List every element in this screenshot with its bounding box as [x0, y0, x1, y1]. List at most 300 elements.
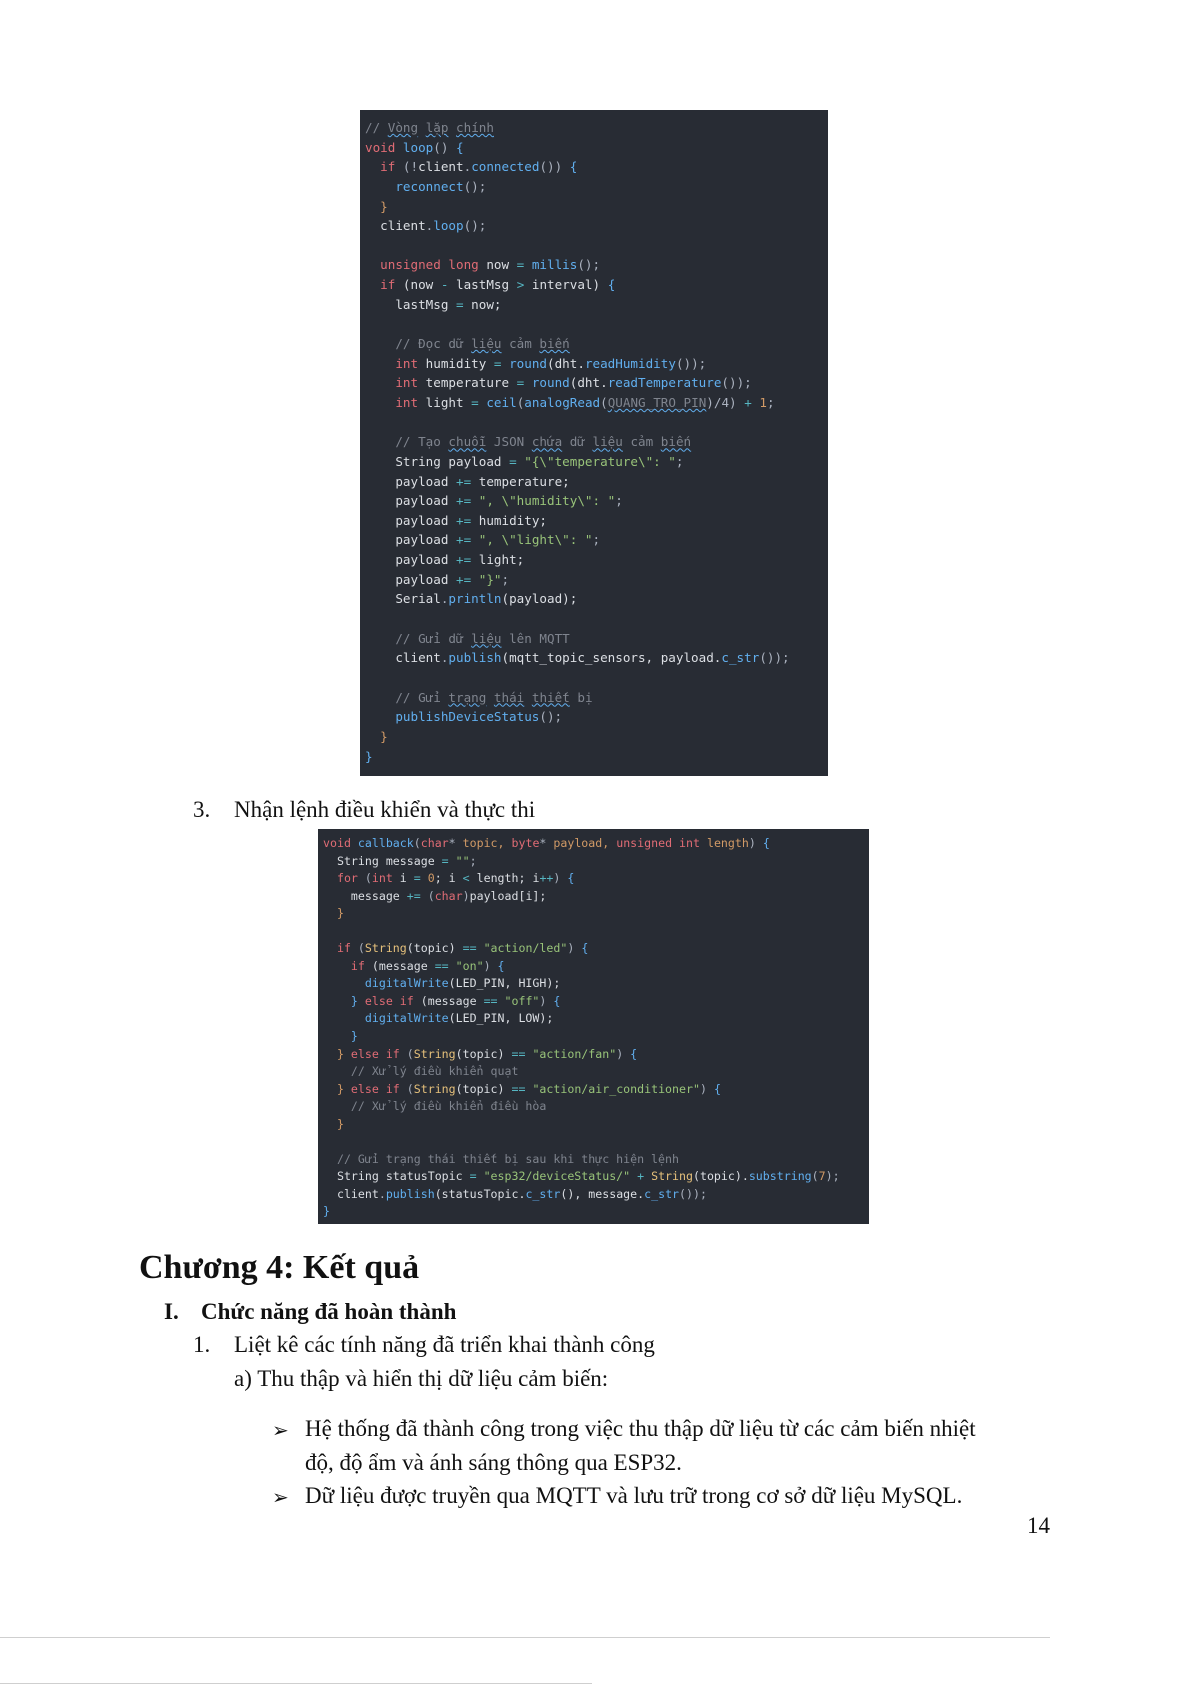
code-screenshot-callback: [318, 829, 869, 1224]
code-token: // Xử lý điều khiển điều hòa: [323, 1099, 547, 1114]
code-token: payload: [365, 493, 456, 509]
code-token: +=: [406, 888, 428, 903]
code-token: int: [371, 871, 400, 886]
code-token: +=: [456, 552, 479, 568]
code-line: [365, 747, 824, 767]
code-token: dữ: [562, 434, 593, 450]
code-token: payload: [448, 453, 510, 469]
code-token: +: [744, 394, 760, 410]
code-token: =: [441, 853, 456, 868]
code-token: payload[i];: [469, 888, 547, 903]
code-line: [323, 1133, 865, 1151]
code-token: (: [516, 394, 525, 410]
code-token: now;: [471, 296, 502, 312]
code-token: unsigned int: [616, 836, 707, 850]
code-token: }: [365, 748, 373, 764]
code-line: [365, 216, 824, 236]
code-line: [365, 609, 824, 629]
code-token: +=: [456, 493, 479, 509]
code-line: [323, 1151, 865, 1169]
code-token: =: [469, 1169, 484, 1184]
code-token: chính: [456, 120, 494, 135]
code-token: // Tạo: [365, 434, 449, 450]
code-token: "esp32/deviceStatus/": [483, 1169, 638, 1184]
code-token: int: [365, 355, 426, 371]
code-token: (LED_PIN, HIGH);: [448, 976, 561, 991]
code-token: client: [365, 218, 426, 234]
code-line: [365, 629, 824, 649]
section-number: I.: [164, 1299, 179, 1324]
code-token: "action/fan": [532, 1046, 617, 1061]
code-token: +=: [456, 571, 479, 587]
code-token: length; i: [476, 871, 540, 886]
code-line: [365, 472, 824, 492]
arrow-bullet-icon: ➢: [272, 1487, 289, 1509]
code-token: .: [425, 218, 434, 234]
code-token: (topic): [455, 1081, 512, 1096]
code-line: [365, 432, 824, 452]
code-token: ;: [592, 532, 601, 548]
code-token: "action/air_conditioner": [532, 1081, 700, 1096]
code-token: reconnect: [395, 178, 464, 194]
code-token: ==: [511, 1081, 533, 1096]
code-line: [365, 511, 824, 531]
code-token: c_str: [721, 650, 760, 666]
code-token: String: [413, 1081, 456, 1096]
code-token: digitalWrite: [323, 976, 449, 991]
code-token: i: [399, 871, 414, 886]
code-token: publishDeviceStatus: [365, 709, 540, 725]
code-token: [365, 179, 395, 194]
code-token: message: [323, 888, 407, 903]
code-token: String: [364, 941, 407, 956]
code-line: [365, 668, 824, 688]
code-token: (message: [371, 958, 435, 973]
footer-divider-lower: [0, 1683, 592, 1684]
code-token: "on": [455, 958, 484, 973]
code-token: ());: [679, 1186, 707, 1201]
code-line: [323, 958, 865, 976]
arrow-bullet-icon: ➢: [272, 1420, 289, 1442]
code-token: ();: [463, 218, 487, 234]
code-token: Vòng: [387, 120, 419, 135]
code-token: void: [323, 836, 358, 850]
code-token: int: [365, 394, 426, 410]
code-line: [365, 354, 824, 374]
code-token: [486, 690, 494, 705]
code-token: {: [497, 958, 505, 973]
code-line: [365, 491, 824, 511]
code-token: ): [553, 871, 568, 886]
code-token: (message: [420, 993, 484, 1008]
code-token: temperature: [425, 375, 517, 391]
code-line: [365, 157, 824, 177]
code-token: }: [323, 1029, 358, 1044]
code-token: +=: [456, 532, 479, 548]
code-token: (: [811, 1169, 819, 1184]
code-line: [323, 835, 865, 853]
list-number-1: 1.: [193, 1332, 211, 1357]
code-token: ;: [766, 394, 775, 410]
code-token: ());: [721, 375, 752, 391]
code-token: substring: [748, 1169, 812, 1184]
code-token: 7: [818, 1169, 826, 1184]
code-line: [365, 373, 824, 393]
code-token: (topic): [455, 1046, 512, 1061]
code-token: =: [456, 296, 472, 312]
code-token: );: [825, 1169, 840, 1184]
bullet-1-line-1: Hệ thống đã thành công trong việc thu thập dữ liệu từ các cảm biến nhiệt: [305, 1416, 976, 1441]
code-token: println: [448, 591, 502, 607]
code-token: now: [486, 257, 517, 273]
code-token: *: [539, 836, 554, 850]
code-token: }: [323, 1081, 351, 1096]
code-token: =: [493, 355, 510, 371]
code-line: [365, 197, 824, 217]
code-token: String: [651, 1169, 693, 1184]
code-token: [448, 120, 456, 135]
code-line: [365, 707, 824, 727]
code-token: +: [637, 1169, 652, 1184]
code-token: publish: [385, 1186, 435, 1201]
code-token: ==: [434, 958, 456, 973]
code-token: {: [581, 941, 589, 956]
code-token: QUANG_TRO_PIN: [607, 394, 707, 410]
code-line: [365, 255, 824, 275]
code-token: {: [567, 871, 575, 886]
page-number: 14: [1027, 1513, 1050, 1538]
code-token: (: [600, 394, 608, 410]
code-token: (: [406, 1046, 414, 1061]
code-token: humidity;: [478, 512, 547, 528]
code-token: void: [365, 139, 403, 155]
code-line: [323, 1081, 865, 1099]
code-line: [323, 870, 865, 888]
footer-divider: [0, 1637, 1050, 1638]
code-token: // Gửi: [365, 689, 449, 705]
code-token: +=: [456, 512, 479, 528]
code-token: }: [323, 906, 344, 921]
code-line: [365, 334, 824, 354]
code-token: ): [539, 993, 554, 1008]
code-token: [418, 120, 426, 135]
code-token: (: [406, 1081, 414, 1096]
code-token: ): [748, 836, 763, 850]
code-token: if: [323, 958, 372, 973]
code-line: [365, 177, 824, 197]
code-token: String: [413, 1046, 456, 1061]
code-token: (: [357, 941, 365, 956]
code-line: [365, 275, 824, 295]
code-line: [365, 413, 824, 433]
code-token: .: [378, 1186, 386, 1201]
code-token: unsigned long: [365, 257, 487, 273]
code-token: ", \"light\": ": [478, 532, 593, 548]
code-line: [323, 993, 865, 1011]
code-token: (), message.: [560, 1186, 645, 1201]
code-line: [323, 1186, 865, 1204]
code-line: [365, 236, 824, 256]
code-token: connected: [471, 159, 540, 175]
code-line: [323, 975, 865, 993]
code-token: else if: [364, 993, 421, 1008]
code-token: (: [413, 836, 421, 850]
code-token: round: [509, 355, 548, 371]
code-token: ): [567, 941, 582, 956]
code-token: biến: [539, 336, 570, 352]
code-token: c_str: [644, 1186, 680, 1201]
code-token: (dht.: [547, 355, 585, 371]
code-token: .: [440, 591, 449, 607]
code-token: for: [323, 871, 365, 886]
code-token: "off": [504, 993, 540, 1008]
code-token: }: [323, 1204, 330, 1219]
code-token: "{\"temperature\": ": [524, 453, 676, 469]
code-token: +=: [456, 473, 479, 489]
code-token: (: [427, 888, 435, 903]
code-token: temperature;: [478, 473, 570, 489]
code-token: "}": [478, 571, 502, 587]
code-token: publish: [448, 650, 502, 666]
code-line: [323, 1063, 865, 1081]
code-token: ());: [675, 355, 707, 371]
code-token: ; i: [434, 871, 463, 886]
code-token: (): [433, 139, 457, 155]
code-token: [524, 690, 532, 705]
code-token: client: [418, 159, 464, 175]
code-token: ;: [675, 453, 684, 469]
code-token: int: [365, 375, 426, 391]
code-token: payload: [365, 473, 456, 489]
code-token: ()): [539, 159, 570, 175]
code-token: {: [762, 836, 770, 850]
code-token: // Đọc dữ: [365, 336, 472, 352]
code-token: )/4): [706, 394, 745, 410]
code-token: {: [553, 993, 561, 1008]
code-token: (dht.: [569, 375, 608, 391]
code-line: [323, 1028, 865, 1046]
code-token: // Gửi trạng thái thiết bị sau khi thực hiện lệnh: [323, 1151, 679, 1166]
code-token: interval): [531, 277, 608, 293]
code-token: char: [434, 888, 463, 903]
code-token: Serial: [365, 591, 441, 607]
code-line: [365, 138, 824, 158]
code-line: [323, 905, 865, 923]
bullet-1-line-2: độ, độ ẩm và ánh sáng thông qua ESP32.: [305, 1450, 682, 1475]
code-token: ): [483, 958, 498, 973]
code-token: (: [364, 871, 372, 886]
code-token: if: [365, 159, 403, 175]
code-token: digitalWrite: [323, 1011, 449, 1026]
code-token: String: [323, 853, 386, 868]
code-token: light;: [478, 552, 525, 568]
code-line: [365, 314, 824, 334]
code-line: [365, 393, 824, 413]
code-token: lặp: [425, 120, 449, 135]
code-token: }: [323, 993, 365, 1008]
code-token: >: [516, 277, 532, 293]
code-line: [365, 118, 824, 138]
code-token: ();: [463, 178, 487, 194]
code-token: millis: [531, 257, 578, 273]
code-token: else if: [350, 1046, 407, 1061]
code-line: [365, 648, 824, 668]
code-token: lastMsg: [365, 296, 456, 312]
code-token: {: [569, 159, 578, 175]
code-token: (statusTopic.: [434, 1186, 526, 1201]
code-line: [365, 727, 824, 747]
code-token: }: [323, 1116, 344, 1131]
code-token: chuỗi: [448, 434, 487, 450]
chapter-title: Chương 4: Kết quả: [139, 1249, 420, 1286]
code-token: =: [471, 394, 487, 410]
code-token: //: [365, 120, 388, 135]
code-token: .: [440, 650, 449, 666]
code-line: [365, 688, 824, 708]
code-token: String: [365, 453, 449, 469]
code-token: ;: [469, 853, 477, 868]
code-token: JSON: [486, 434, 532, 450]
code-token: 0: [427, 871, 435, 886]
code-line: [365, 295, 824, 315]
list-number-3: 3.: [193, 797, 211, 822]
section-title: Chức năng đã hoàn thành: [201, 1299, 457, 1324]
code-line: [323, 1046, 865, 1064]
code-line: [365, 530, 824, 550]
code-token: ): [699, 1081, 714, 1096]
code-line: [323, 1116, 865, 1134]
code-token: // Gửi dữ: [365, 630, 472, 646]
code-token: -: [440, 277, 457, 293]
code-token: (!: [402, 159, 419, 175]
code-line: [365, 452, 824, 472]
code-token: lastMsg: [456, 277, 517, 293]
code-token: (mqtt_topic_sensors, payload.: [501, 650, 722, 666]
code-token: ++: [539, 871, 554, 886]
code-token: length: [706, 836, 749, 850]
code-token: ==: [462, 941, 484, 956]
code-token: ==: [483, 993, 505, 1008]
code-token: payload: [365, 552, 456, 568]
code-token: liệu: [471, 630, 502, 646]
code-token: topic,: [462, 836, 512, 850]
code-token: {: [630, 1046, 638, 1061]
code-token: ==: [511, 1046, 533, 1061]
code-token: else if: [350, 1081, 407, 1096]
code-token: loop: [402, 139, 434, 155]
code-token: }: [365, 198, 388, 214]
code-token: cảm: [501, 336, 540, 352]
code-token: c_str: [525, 1186, 561, 1201]
code-token: =: [516, 375, 532, 391]
code-token: byte: [511, 836, 540, 850]
code-line: [323, 1168, 865, 1186]
code-token: }: [323, 1046, 351, 1061]
code-token: .: [463, 159, 472, 175]
code-token: 1: [759, 394, 767, 410]
code-token: (now: [402, 277, 441, 293]
code-token: biến: [660, 434, 692, 450]
code-token: payload: [365, 532, 456, 548]
code-token: lên MQTT: [501, 630, 570, 646]
code-token: (payload);: [501, 591, 578, 607]
code-token: trạng: [448, 689, 487, 705]
code-token: "": [455, 853, 470, 868]
code-token: thiết: [531, 689, 570, 705]
code-line: [323, 888, 865, 906]
code-token: ", \"humidity\": ": [478, 493, 616, 509]
code-token: callback: [357, 836, 414, 850]
code-line: [323, 1010, 865, 1028]
code-token: =: [516, 257, 532, 273]
code-token: bị: [569, 689, 593, 705]
code-token: {: [607, 277, 616, 293]
code-token: ): [616, 1046, 631, 1061]
code-token: <: [462, 871, 477, 886]
code-line: [323, 853, 865, 871]
code-token: String: [323, 1169, 386, 1184]
code-token: liệu: [471, 336, 502, 352]
code-token: readHumidity: [584, 355, 676, 371]
code-line: [323, 1098, 865, 1116]
code-token: ;: [501, 571, 510, 587]
code-line: [365, 570, 824, 590]
code-token: }: [365, 728, 388, 744]
code-token: {: [456, 139, 464, 155]
code-token: (topic): [406, 941, 463, 956]
code-token: (LED_PIN, LOW);: [448, 1011, 554, 1026]
code-token: client: [365, 650, 441, 666]
code-token: statusTopic: [385, 1169, 470, 1184]
subitem-a-label: a) Thu thập và hiển thị dữ liệu cảm biến:: [234, 1366, 609, 1391]
item-1-label: Liệt kê các tính năng đã triển khai thành công: [234, 1332, 655, 1357]
code-line: [365, 589, 824, 609]
code-line: [365, 550, 824, 570]
code-token: message: [385, 853, 442, 868]
code-token: payload: [365, 512, 456, 528]
code-token: char: [420, 836, 449, 850]
code-token: =: [413, 871, 428, 886]
code-token: thái: [493, 689, 525, 705]
code-token: analogRead: [524, 394, 601, 410]
code-token: ;: [615, 493, 623, 509]
code-token: ceil: [486, 394, 517, 410]
code-token: ());: [759, 650, 790, 666]
code-token: payload,: [553, 836, 617, 850]
code-token: cảm: [622, 434, 661, 450]
code-token: ();: [539, 709, 563, 725]
code-line: [323, 1203, 865, 1221]
code-token: =: [509, 453, 525, 469]
code-token: light: [425, 394, 472, 410]
code-token: readTemperature: [607, 375, 722, 391]
code-token: liệu: [592, 434, 623, 450]
bullet-2-line-1: Dữ liệu được truyền qua MQTT và lưu trữ trong cơ sở dữ liệu MySQL.: [305, 1483, 963, 1508]
code-token: round: [531, 375, 570, 391]
code-token: ();: [577, 257, 601, 273]
code-token: ): [462, 888, 470, 903]
code-token: "action/led": [483, 941, 568, 956]
code-line: [323, 923, 865, 941]
code-token: (topic).: [692, 1169, 749, 1184]
code-token: humidity: [425, 355, 494, 371]
item-3-label: Nhận lệnh điều khiển và thực thi: [234, 797, 536, 822]
code-token: {: [713, 1081, 721, 1096]
code-token: if: [323, 941, 358, 956]
code-token: *: [448, 836, 463, 850]
code-token: if: [365, 277, 403, 293]
code-token: // Xử lý điều khiển quạt: [323, 1064, 519, 1079]
